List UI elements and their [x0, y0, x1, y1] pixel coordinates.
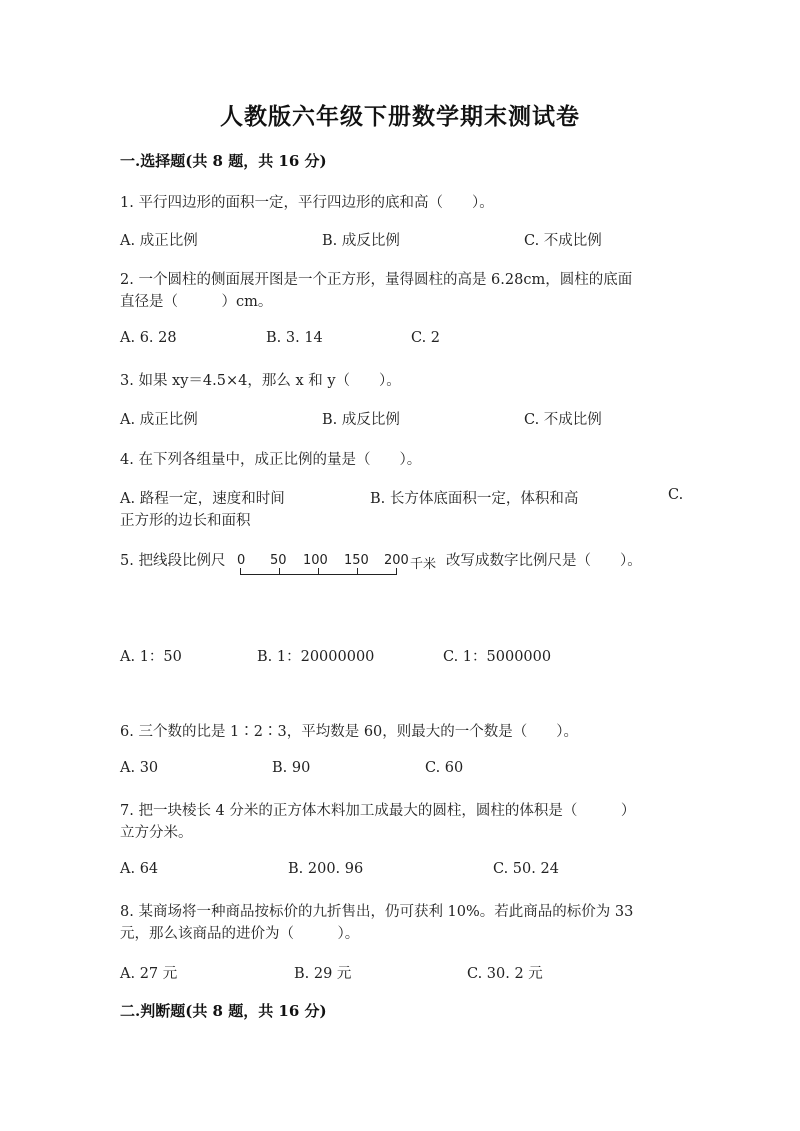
question-5-prefix: 5. 把线段比例尺 [120, 553, 226, 569]
q8-option-a: A. 27 元 [120, 966, 178, 982]
q7-option-b: B. 200. 96 [288, 861, 364, 877]
scale-tick [357, 568, 358, 575]
question-4: 4. 在下列各组量中，成正比例的量是（ ）。 [120, 452, 422, 468]
section-heading-choice: 一.选择题(共 8 题，共 16 分) [120, 152, 327, 170]
q2-option-c: C. 2 [411, 330, 441, 346]
scale-unit: 千米 [410, 557, 437, 572]
q7-option-c: C. 50. 24 [493, 861, 559, 877]
question-6: 6. 三个数的比是 1∶2∶3，平均数是 60，则最大的一个数是（ ）。 [120, 724, 579, 740]
q4-option-c-continued: 正方形的边长和面积 [120, 513, 251, 529]
q1-option-b: B. 成反比例 [322, 233, 400, 249]
question-8-line-1: 8. 某商场将一种商品按标价的九折售出，仍可获利 10%。若此商品的标价为 33 [120, 904, 634, 920]
q5-option-b: B. 1：20000000 [257, 649, 375, 665]
page-title: 人教版六年级下册数学期末测试卷 [220, 103, 580, 130]
scale-label-200: 200 [384, 553, 409, 568]
section-heading-judgement: 二.判断题(共 8 题，共 16 分) [120, 1002, 327, 1020]
scale-tick [240, 568, 241, 575]
question-1: 1. 平行四边形的面积一定，平行四边形的底和高（ ）。 [120, 195, 494, 211]
q8-option-c: C. 30. 2 元 [467, 966, 543, 982]
question-2-line-1: 2. 一个圆柱的侧面展开图是一个正方形，量得圆柱的高是 6.28cm，圆柱的底面 [120, 272, 633, 288]
q2-option-b: B. 3. 14 [266, 330, 323, 346]
q5-option-c: C. 1：5000000 [443, 649, 552, 665]
q8-option-b: B. 29 元 [294, 966, 352, 982]
q3-option-a: A. 成正比例 [120, 412, 198, 428]
q1-option-a: A. 成正比例 [120, 233, 198, 249]
q4-option-b: B. 长方体底面积一定，体积和高 [370, 491, 579, 507]
scale-label-150: 150 [344, 553, 369, 568]
question-5-suffix: 改写成数字比例尺是（ ）。 [446, 553, 642, 569]
q6-option-c: C. 60 [425, 760, 464, 776]
q6-option-a: A. 30 [120, 760, 159, 776]
q2-option-a: A. 6. 28 [120, 330, 177, 346]
line-scale-figure [236, 553, 446, 589]
question-7-line-2: 立方分米。 [120, 825, 193, 841]
scale-tick [396, 568, 397, 575]
scale-label-50: 50 [270, 553, 287, 568]
scale-label-0: 0 [237, 553, 246, 568]
question-7-line-1: 7. 把一块棱长 4 分米的正方体木料加工成最大的圆柱，圆柱的体积是（ ） [120, 803, 636, 819]
q3-option-c: C. 不成比例 [524, 412, 602, 428]
question-2-line-2: 直径是（ ）cm。 [120, 294, 273, 310]
q3-option-b: B. 成反比例 [322, 412, 400, 428]
q4-option-a: A. 路程一定，速度和时间 [120, 491, 285, 507]
q1-option-c: C. 不成比例 [524, 233, 602, 249]
scale-tick [318, 568, 319, 575]
q6-option-b: B. 90 [272, 760, 311, 776]
q7-option-a: A. 64 [120, 861, 159, 877]
scale-label-100: 100 [303, 553, 328, 568]
scale-tick [279, 568, 280, 575]
q4-option-c: C. [668, 487, 684, 503]
question-8-line-2: 元，那么该商品的进价为（ ）。 [120, 926, 360, 942]
q5-option-a: A. 1：50 [120, 649, 182, 665]
question-3: 3. 如果 xy＝4.5×4，那么 x 和 y（ ）。 [120, 373, 401, 389]
